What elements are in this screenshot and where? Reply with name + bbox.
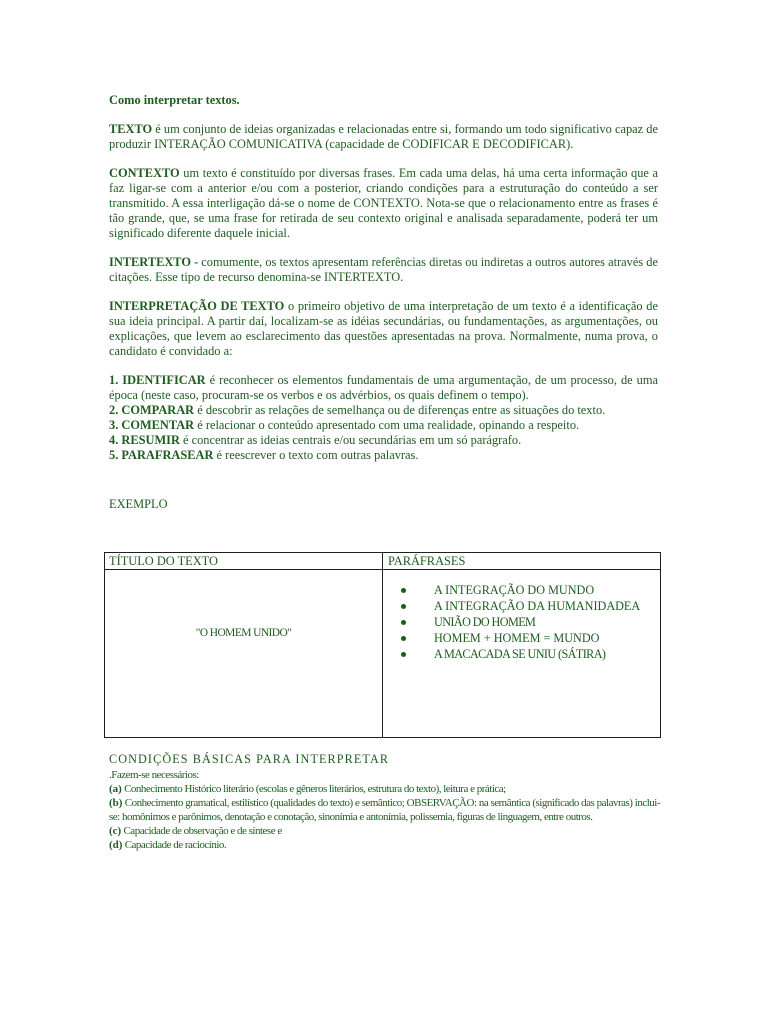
step-item [109, 373, 658, 403]
step-item [109, 433, 658, 448]
conditions-section [109, 752, 660, 852]
step-label: 1. IDENTIFICAR [109, 373, 206, 387]
paragraph-interpretacao [109, 299, 658, 359]
step-text: é reconhecer os elementos fundamentais de uma argumentação, de um processo, de uma época (neste caso, procuram-se os verbos e os advérbios, os quais definem o tempo). [109, 373, 658, 402]
condition-marker: (a) [109, 783, 122, 795]
term-label: INTERPRETAÇÃO DE TEXTO [109, 299, 285, 313]
step-text: é relacionar o conteúdo apresentado com uma realidade, opinando a respeito. [194, 418, 580, 432]
paragraph-texto [109, 122, 658, 152]
step-text: é descobrir as relações de semelhança ou de diferenças entre as situações do texto. [194, 403, 606, 417]
table-text-title: "O HOMEM UNIDO" [195, 627, 292, 639]
document-body [109, 93, 658, 512]
condition-item [109, 838, 660, 852]
paraphrase-item: HOMEM + HOMEM = MUNDO [401, 631, 651, 645]
step-label: 3. COMENTAR [109, 418, 195, 432]
condition-text: Conhecimento Histórico literário (escolas e gêneros literários, estrutura do texto), leitura e prática; [121, 783, 506, 795]
step-text: é reescrever o texto com outras palavras. [213, 448, 419, 462]
table-column-divider [382, 553, 383, 737]
paraphrase-item: UNIÃO DO HOMEM [401, 615, 651, 629]
step-text: é concentrar as ideias centrais e/ou secundárias em um só parágrafo. [179, 433, 522, 447]
condition-marker: (c) [109, 825, 122, 837]
paragraph-contexto [109, 166, 658, 241]
condition-item [109, 824, 660, 838]
term-definition: é um conjunto de ideias organizadas e relacionadas entre si, formando um todo significativo capaz de produzir INTERAÇÃO COMUNICATIVA (capacidade de CODIFICAR E DECODIFICAR). [109, 122, 658, 151]
conditions-heading: CONDIÇÕES BÁSICAS PARA INTERPRETAR [109, 752, 390, 766]
condition-marker: (b) [109, 797, 123, 809]
conditions-intro: .Fazem-se necessários: [109, 769, 199, 781]
term-definition: o primeiro objetivo de uma interpretação de um texto é a identificação de sua ideia principal. A partir daí, localizam-se as idéias secundárias, ou fundamentações, as argumentações, ou explicações, que levem ao esclarecimento das questões apresentadas na prova. Normalmente, numa prova, o candidato é convidado a: [109, 299, 658, 358]
condition-text: Conhecimento gramatical, estilístico (qualidades do texto) e semântico; OBSERVAÇÃO: na semântica (significado das palavras) inclui-se: homônimos e parônimos, denotação e conotação, sinonímia e antonímia, polissemia, figuras de linguagem, entre outros. [109, 797, 660, 823]
step-label: 2. COMPARAR [109, 403, 195, 417]
condition-item [109, 782, 660, 796]
paraphrase-list [401, 583, 651, 663]
paraphrase-item: A MACACADA SE UNIU (SÁTIRA) [401, 647, 651, 661]
step-item [109, 418, 658, 433]
example-table [104, 552, 661, 738]
table-header-paraphrases: PARÁFRASES [388, 554, 466, 568]
paraphrase-item: A INTEGRAÇÃO DA HUMANIDADEA [401, 599, 651, 613]
step-label: 5. PARAFRASEAR [109, 448, 214, 462]
table-header-title: TÍTULO DO TEXTO [109, 554, 218, 568]
document-title: Como interpretar textos. [109, 93, 240, 107]
term-label: TEXTO [109, 122, 153, 136]
step-label: 4. RESUMIR [109, 433, 180, 447]
paragraph-intertexto [109, 255, 658, 285]
steps-list [109, 373, 658, 463]
step-item [109, 448, 658, 463]
paraphrase-item: A INTEGRAÇÃO DO MUNDO [401, 583, 651, 597]
term-label: CONTEXTO [109, 166, 180, 180]
example-heading: EXEMPLO [109, 497, 168, 511]
condition-text: Capacidade de raciocínio. [122, 839, 227, 851]
condition-item [109, 796, 660, 824]
term-definition: comumente, os textos apresentam referências diretas ou indiretas a outros autores através de citações. Esse tipo de recurso denomina-se INTERTEXTO. [109, 255, 658, 284]
condition-text: Capacidade de observação e de síntese e [121, 825, 282, 837]
term-label: INTERTEXTO - [109, 255, 199, 269]
step-item [109, 403, 658, 418]
term-definition: um texto é constituído por diversas frases. Em cada uma delas, há uma certa informação que a faz ligar-se com a anterior e/ou com a posterior, criando condições para a estruturação do conteúdo a ser transmitido. A essa interligação dá-se o nome de CONTEXTO. Nota-se que o relacionamento entre as frases é tão grande, que, se uma frase for retirada de seu contexto original e analisada separadamente, poderá ter um significado diferente daquele inicial. [109, 166, 658, 240]
condition-marker: (d) [109, 839, 123, 851]
